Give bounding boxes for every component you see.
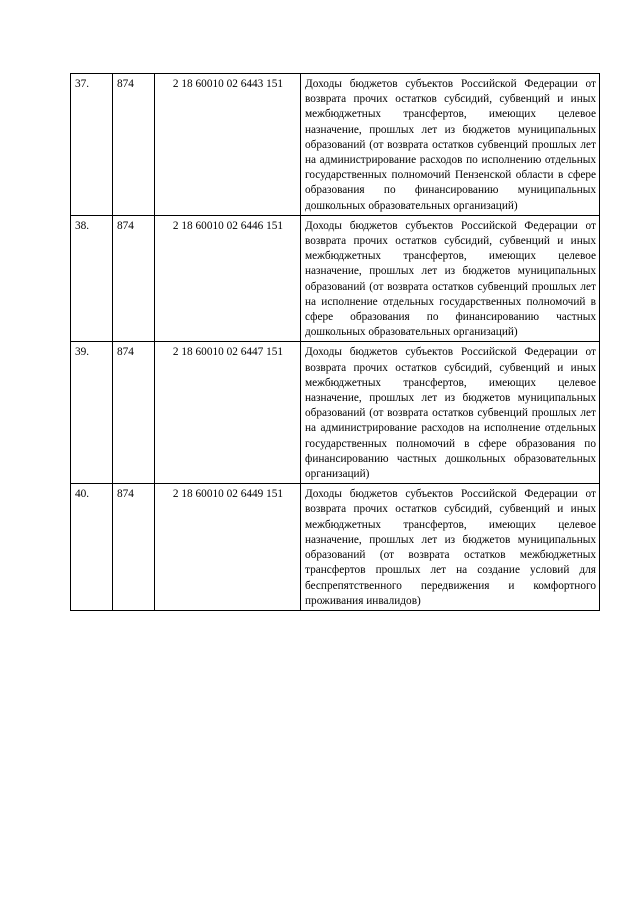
row-number: 37. <box>71 74 113 216</box>
revenue-description: Доходы бюджетов субъектов Российской Федерации от возврата прочих остатков субсидий, субвенций и иных межбюджетных трансфертов, имеющих целевое назначение, прошлых лет из бюджетов муниципальных образований (от возврата остатков субвенций прошлых лет на администрирование расходов на исполнение отдельных государственных полномочий в сфере образования по финансированию частных дошкольных образовательных организаций) <box>301 342 600 484</box>
budget-classification-code: 2 18 60010 02 6447 151 <box>155 342 301 484</box>
revenue-description: Доходы бюджетов субъектов Российской Федерации от возврата прочих остатков субсидий, субвенций и иных межбюджетных трансфертов, имеющих целевое назначение, прошлых лет из бюджетов муниципальных образований (от возврата остатков субвенций прошлых лет на администрирование расходов по исполнению отдельных государственных полномочий Пензенской области в сфере образования по финансированию муниципальных дошкольных образовательных организаций) <box>301 74 600 216</box>
table-row <box>71 342 600 484</box>
row-number: 39. <box>71 342 113 484</box>
table-row <box>71 215 600 342</box>
admin-code: 874 <box>113 74 155 216</box>
budget-classification-code: 2 18 60010 02 6443 151 <box>155 74 301 216</box>
admin-code: 874 <box>113 342 155 484</box>
table-row <box>71 74 600 216</box>
row-number: 38. <box>71 215 113 342</box>
budget-classification-code: 2 18 60010 02 6449 151 <box>155 484 301 611</box>
row-number: 40. <box>71 484 113 611</box>
table-row <box>71 484 600 611</box>
budget-revenue-table <box>70 73 600 611</box>
revenue-description: Доходы бюджетов субъектов Российской Федерации от возврата прочих остатков субсидий, субвенций и иных межбюджетных трансфертов, имеющих целевое назначение, прошлых лет из бюджетов муниципальных образований (от возврата остатков межбюджетных трансфертов прошлых лет на создание условий для беспрепятственного передвижения и комфортного проживания инвалидов) <box>301 484 600 611</box>
admin-code: 874 <box>113 484 155 611</box>
budget-classification-code: 2 18 60010 02 6446 151 <box>155 215 301 342</box>
revenue-description: Доходы бюджетов субъектов Российской Федерации от возврата прочих остатков субсидий, субвенций и иных межбюджетных трансфертов, имеющих целевое назначение, прошлых лет из бюджетов муниципальных образований (от возврата остатков субвенций прошлых лет на исполнение отдельных государственных полномочий в сфере образования по финансированию частных дошкольных образовательных организаций) <box>301 215 600 342</box>
admin-code: 874 <box>113 215 155 342</box>
